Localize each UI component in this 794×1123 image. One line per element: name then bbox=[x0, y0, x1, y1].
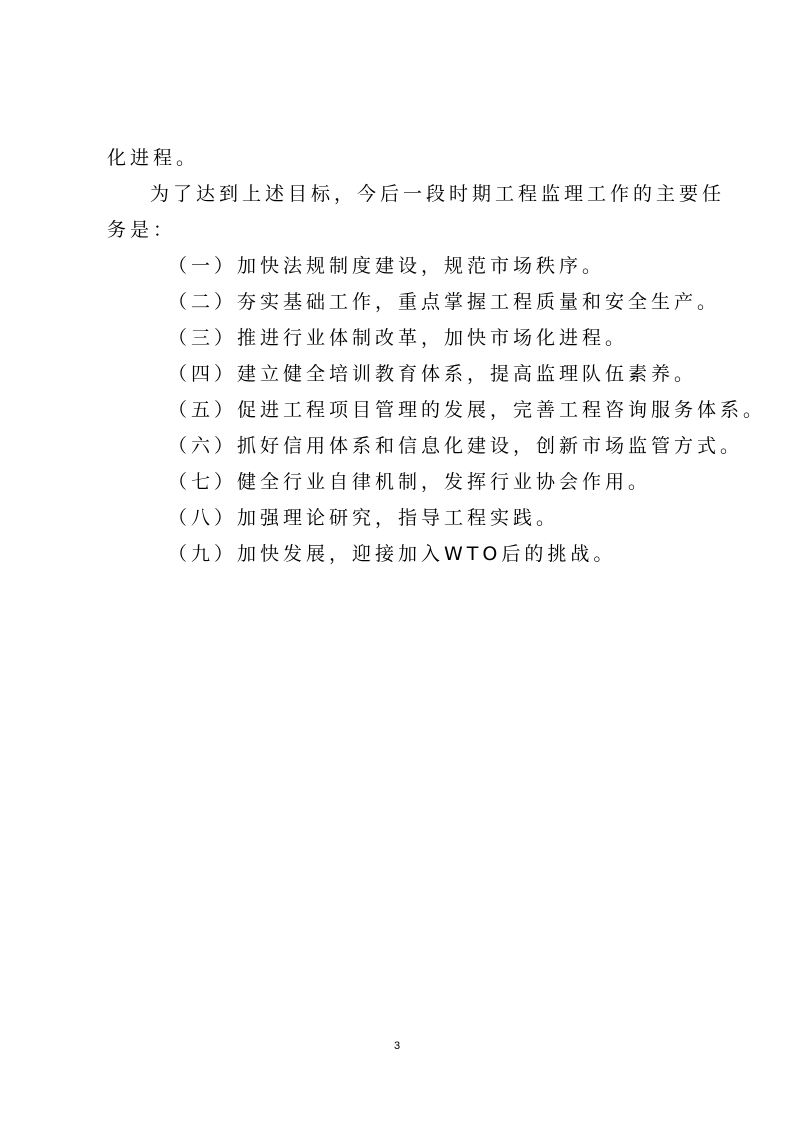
task-list bbox=[107, 248, 767, 572]
task-item-7: （七）健全行业自律机制，发挥行业协会作用。 bbox=[168, 471, 652, 493]
task-item-6: （六）抓好信用体系和信息化建设，创新市场监管方式。 bbox=[168, 435, 744, 457]
task-item-8: （八）加强理论研究，指导工程实践。 bbox=[168, 507, 560, 529]
task-item-4: （四）建立健全培训教育体系，提高监理队伍素养。 bbox=[168, 363, 698, 385]
task-item-9: （九）加快发展，迎接加入WTO后的挑战。 bbox=[168, 543, 617, 565]
page-number: 3 bbox=[393, 1040, 401, 1052]
body-text bbox=[107, 140, 767, 572]
intro-paragraph-line-2: 务是： bbox=[107, 219, 177, 241]
task-item-5: （五）促进工程项目管理的发展，完善工程咨询服务体系。 bbox=[168, 399, 767, 421]
task-item-3: （三）推进行业体制改革，加快市场化进程。 bbox=[168, 327, 629, 349]
continuation-line: 化进程。 bbox=[107, 147, 200, 169]
intro-paragraph-line-1: 为了达到上述目标，今后一段时期工程监理工作的主要任 bbox=[150, 183, 726, 205]
task-item-1: （一）加快法规制度建设，规范市场秩序。 bbox=[168, 255, 606, 277]
task-item-2: （二）夯实基础工作，重点掌握工程质量和安全生产。 bbox=[168, 291, 721, 313]
